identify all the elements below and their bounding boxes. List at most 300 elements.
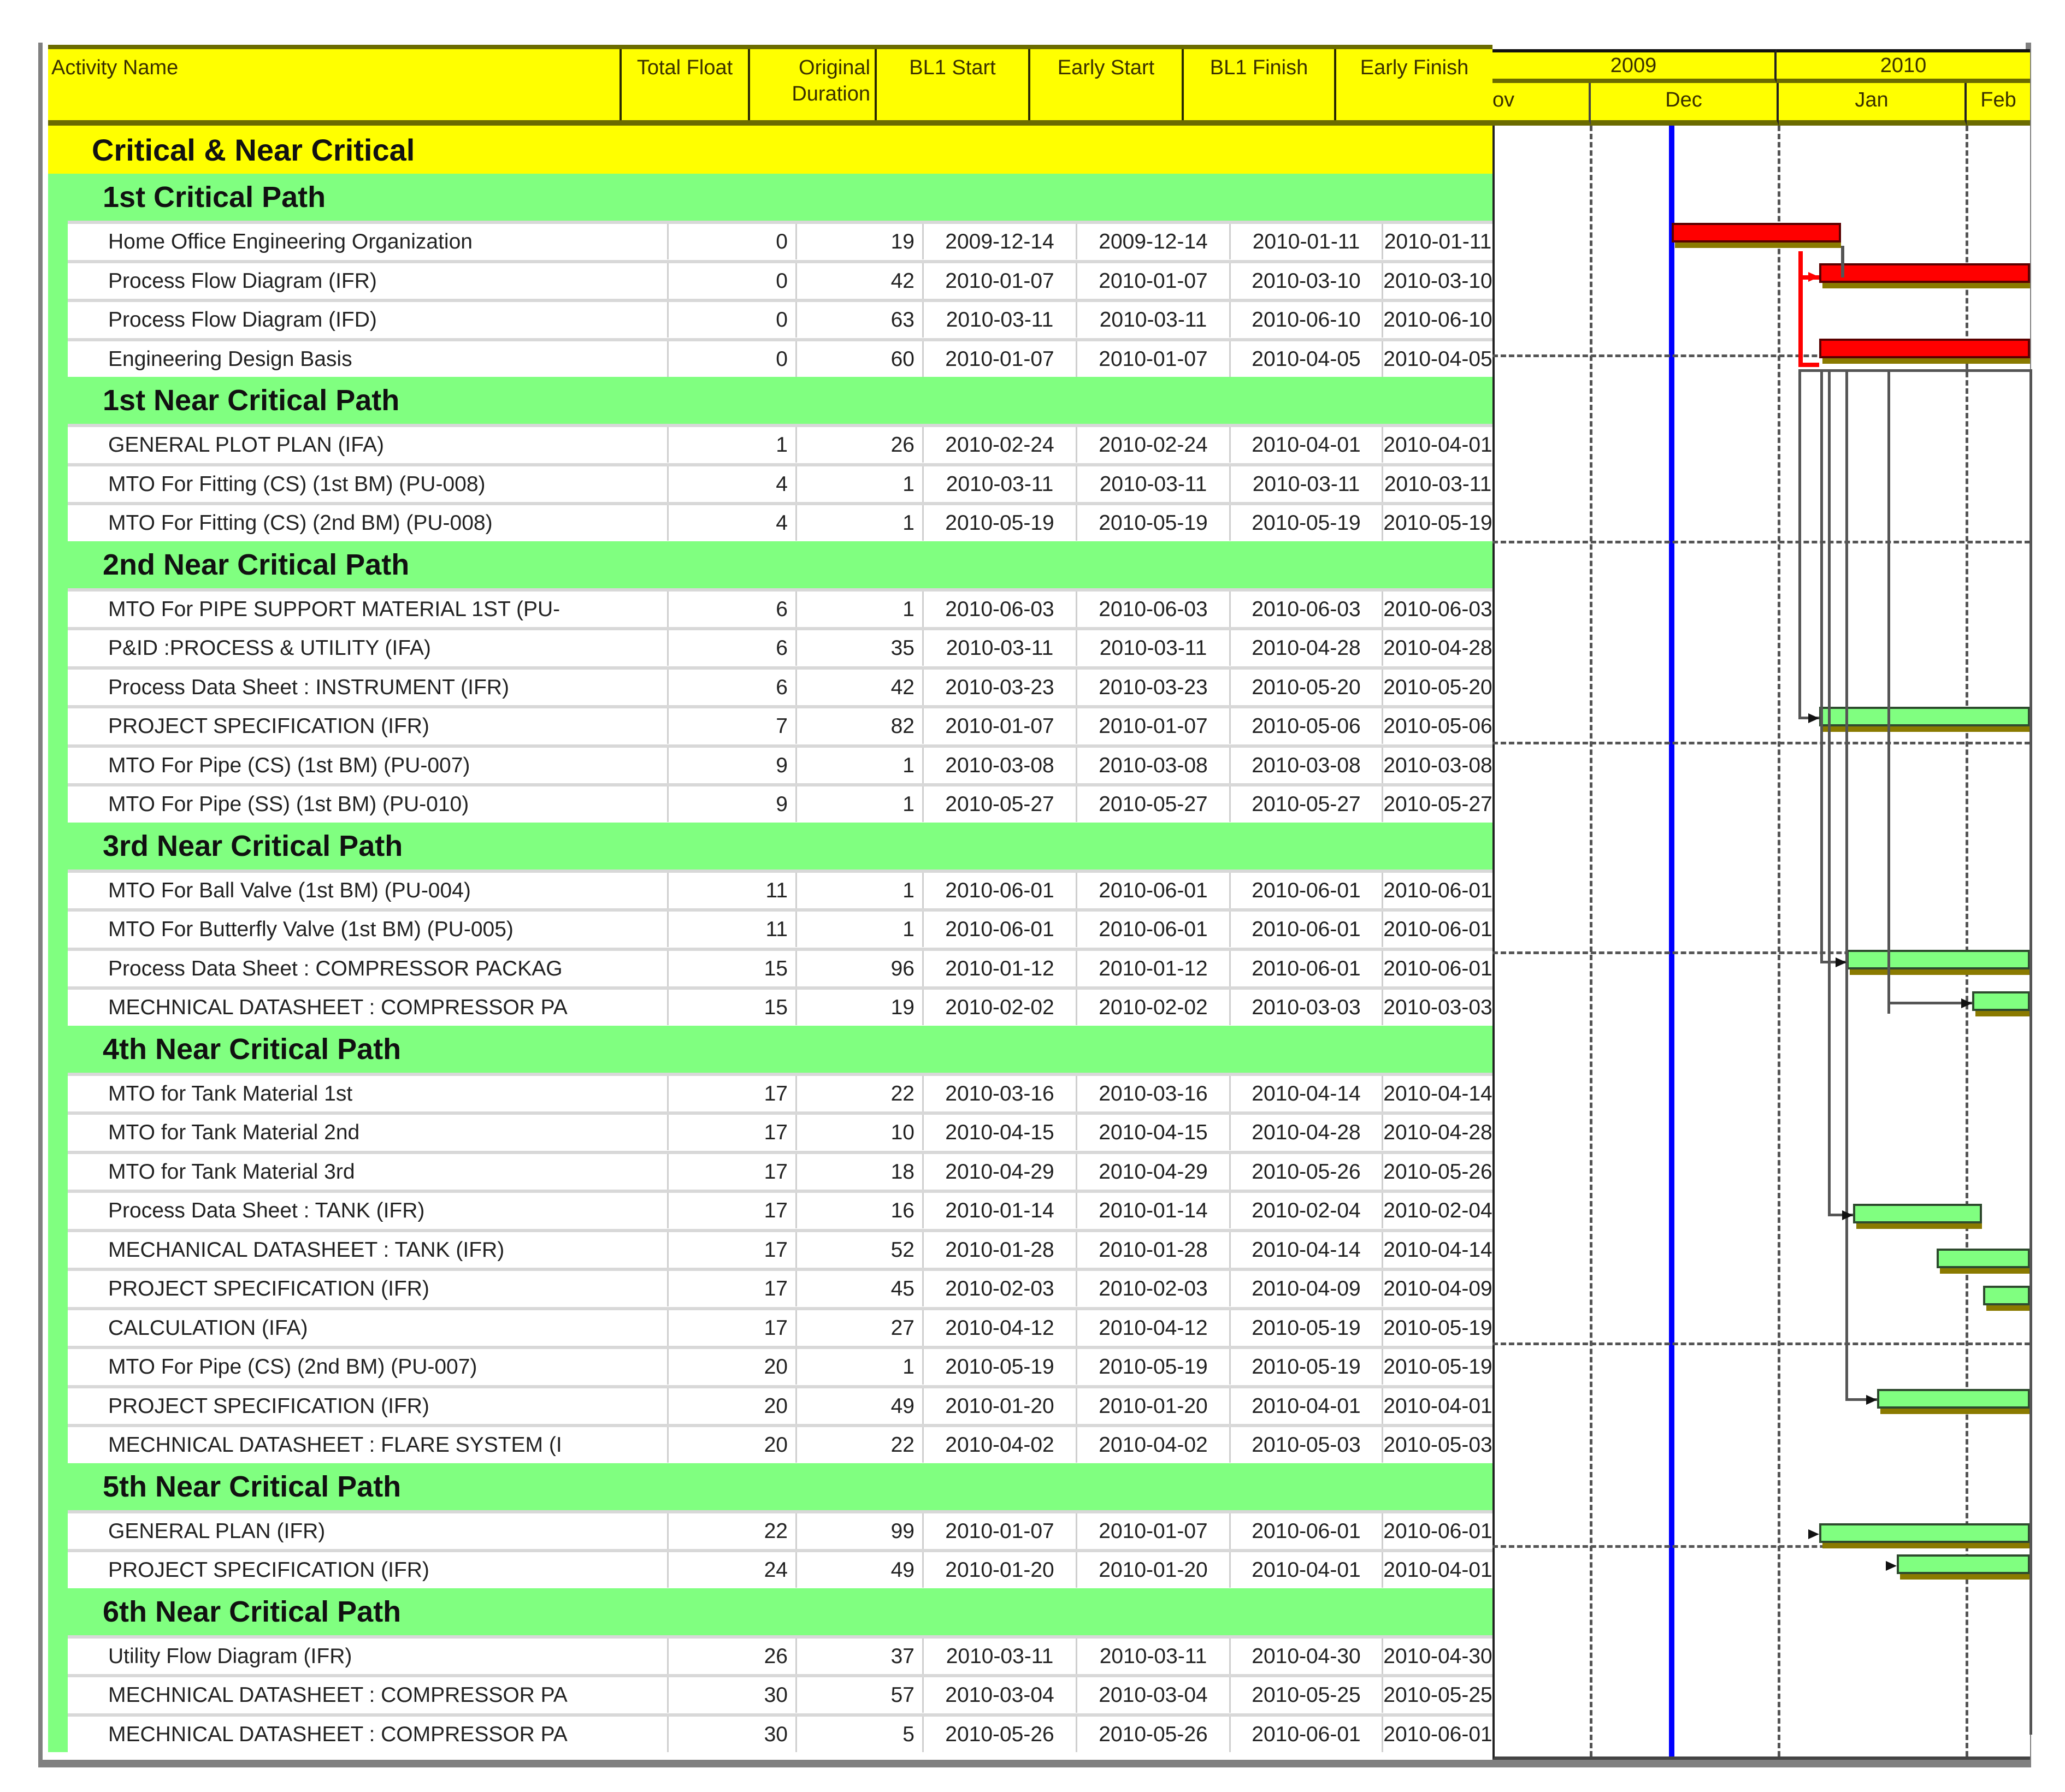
cell-early-finish: 2010-05-06 [1383,714,1492,738]
bar-mechanical-datasheet-tank[interactable] [1937,1249,2030,1268]
cell-early-start: 2010-03-04 [1077,1677,1231,1713]
bar-home-office-engineering[interactable] [1672,223,1841,243]
cell-orig-dur: 10 [797,1115,924,1150]
month-gridline [1590,126,1592,1756]
cell-name: Process Data Sheet : INSTRUMENT (IFR) [68,670,669,705]
cell-early-finish: 2010-06-01 [1383,918,1492,941]
bar-process-data-sheet-compressor[interactable] [1846,950,2030,969]
section-band[interactable] [48,1026,1492,1073]
cell-bl1-start: 2010-02-02 [924,990,1077,1025]
cell-bl1-start: 2010-01-20 [924,1552,1077,1588]
cell-orig-dur: 52 [797,1232,924,1268]
cell-early-finish: 2010-05-20 [1383,675,1492,699]
cell-bl1-start: 2010-03-08 [924,748,1077,783]
cell-total-float: 0 [669,224,797,259]
cell-early-start: 2010-01-07 [1077,1513,1231,1549]
arrow-right-icon [1808,1529,1819,1539]
section-band[interactable] [48,174,1492,221]
cell-orig-dur: 96 [797,951,924,986]
cell-early-start: 2010-02-02 [1077,990,1231,1025]
cell-bl1-start: 2010-04-02 [924,1427,1077,1463]
cell-bl1-start: 2010-05-27 [924,786,1077,822]
cell-early-finish: 2010-04-09 [1383,1277,1492,1300]
cell-early-finish: 2010-04-14 [1383,1238,1492,1262]
cell-name: MTO For Pipe (CS) (2nd BM) (PU-007) [68,1349,669,1385]
section-band[interactable] [48,1463,1492,1510]
cell-bl1-finish: 2010-03-11 [1231,466,1383,502]
arrow-right-icon [1842,1210,1853,1220]
cell-bl1-start: 2010-05-19 [924,1349,1077,1385]
table-row[interactable] [68,1346,1492,1385]
cell-orig-dur: 1 [797,505,924,541]
cell-early-start: 2010-03-11 [1077,1639,1231,1674]
cell-early-finish: 2010-06-10 [1383,308,1492,332]
cell-total-float: 1 [669,427,797,463]
cell-early-finish: 2010-03-03 [1383,996,1492,1019]
cell-early-finish: 2010-03-11 [1384,472,1492,496]
table-row[interactable] [68,783,1492,822]
cell-orig-dur: 5 [797,1717,924,1752]
cell-bl1-finish: 2010-06-01 [1231,1513,1383,1549]
baseline-bar [1822,358,2030,364]
bar-project-specification-17[interactable] [1983,1286,2030,1305]
cell-name: MECHNICAL DATASHEET : COMPRESSOR PA [68,990,669,1025]
table-row[interactable] [68,424,1492,463]
cell-orig-dur: 1 [797,466,924,502]
cell-total-float: 11 [669,912,797,947]
cell-bl1-finish: 2010-03-03 [1231,990,1383,1025]
cell-early-start: 2010-03-16 [1077,1076,1231,1111]
cell-name: PROJECT SPECIFICATION (IFR) [68,1271,669,1306]
cell-early-finish: 2010-04-14 [1383,1081,1492,1105]
cell-name: MTO For Fitting (CS) (1st BM) (PU-008) [68,466,669,502]
cell-bl1-start: 2010-01-20 [924,1388,1077,1424]
table-row[interactable] [68,627,1492,666]
cell-name: MECHNICAL DATASHEET : FLARE SYSTEM (I [68,1427,669,1463]
cell-bl1-finish: 2010-03-10 [1231,263,1383,299]
cell-bl1-start: 2010-02-03 [924,1271,1077,1306]
table-row[interactable] [68,588,1492,627]
cell-total-float: 9 [669,786,797,822]
cell-name: PROJECT SPECIFICATION (IFR) [68,1388,669,1424]
section-band[interactable] [48,1588,1492,1635]
baseline-bar [1822,1543,2030,1548]
cell-orig-dur: 26 [797,427,924,463]
cell-name: Utility Flow Diagram (IFR) [68,1639,669,1674]
cell-total-float: 6 [669,630,797,666]
cell-total-float: 26 [669,1639,797,1674]
arrow-right-icon [1808,713,1819,723]
cell-bl1-start: 2010-06-03 [924,592,1077,627]
table-row[interactable] [68,1151,1492,1190]
baseline-bar [1822,726,2030,732]
cell-bl1-finish: 2010-05-26 [1231,1154,1383,1190]
group-title: Critical & Near Critical [92,133,415,167]
bar-project-specification-20[interactable] [1877,1389,2030,1409]
cell-bl1-start: 2010-04-12 [924,1310,1077,1346]
cell-orig-dur: 22 [797,1076,924,1111]
cell-bl1-finish: 2010-05-25 [1231,1677,1383,1713]
cell-early-finish: 2010-04-01 [1383,1558,1492,1582]
column-header-label: BL1 Finish [1210,56,1308,79]
cell-total-float: 0 [669,263,797,299]
cell-bl1-finish: 2010-04-14 [1231,1232,1383,1268]
bar-engineering-design-basis[interactable] [1819,339,2030,358]
table-row[interactable] [68,705,1492,744]
cell-total-float: 17 [669,1271,797,1306]
cell-bl1-finish: 2010-05-20 [1231,670,1383,705]
column-header-label: Duration [792,82,870,105]
cell-name: MTO For Pipe (CS) (1st BM) (PU-007) [68,748,669,783]
column-header-label: BL1 Start [909,56,996,79]
relationship-line [1841,246,1844,277]
cell-bl1-finish: 2010-04-09 [1231,1271,1383,1306]
section-gridline [1492,541,2030,543]
cell-early-start: 2010-06-03 [1077,592,1231,627]
relationship-line [2029,369,2032,1735]
bar-process-data-sheet-tank[interactable] [1853,1204,1982,1223]
cell-bl1-start: 2010-06-01 [924,873,1077,908]
cell-total-float: 6 [669,670,797,705]
cell-early-finish: 2010-06-01 [1383,1519,1492,1543]
cell-orig-dur: 19 [797,224,924,259]
data-date-line [1669,126,1674,1756]
table-row[interactable] [68,870,1492,908]
cell-early-finish: 2010-02-04 [1383,1199,1492,1222]
cell-bl1-start: 2010-03-04 [924,1677,1077,1713]
column-header-early-start[interactable] [1030,49,1184,120]
cell-bl1-finish: 2010-04-14 [1231,1076,1383,1111]
table-row[interactable] [68,1424,1492,1463]
cell-bl1-finish: 2010-05-19 [1231,1310,1383,1346]
cell-early-finish: 2010-04-01 [1383,433,1492,457]
cell-bl1-start: 2010-03-23 [924,670,1077,705]
section-gridline [1492,742,2030,744]
cell-name: P&ID :PROCESS & UTILITY (IFA) [68,630,669,666]
arrow-right-icon [1866,1395,1877,1405]
cell-total-float: 17 [669,1310,797,1346]
cell-name: GENERAL PLAN (IFR) [68,1513,669,1549]
column-header-label: Activity Name [51,56,179,79]
cell-orig-dur: 35 [797,630,924,666]
bar-process-flow-diagram-ifr[interactable] [1819,263,2030,283]
cell-early-finish: 2010-06-01 [1383,878,1492,902]
section-band[interactable] [48,377,1492,424]
timescale-year-2009 [1492,49,1777,83]
cell-orig-dur: 57 [797,1677,924,1713]
cell-early-start: 2010-01-20 [1077,1388,1231,1424]
table-row[interactable] [68,1510,1492,1549]
month-label: Feb [1980,88,2016,111]
cell-bl1-finish: 2010-04-01 [1231,1552,1383,1588]
section-title: 5th Near Critical Path [103,1470,402,1503]
table-row[interactable] [68,1549,1492,1588]
cell-early-start: 2010-04-15 [1077,1115,1231,1150]
column-header-original-duration[interactable] [750,49,877,120]
cell-bl1-finish: 2010-01-11 [1231,224,1383,259]
cell-orig-dur: 1 [797,786,924,822]
cell-name: MTO For Butterfly Valve (1st BM) (PU-005) [68,912,669,947]
cell-early-start: 2010-03-23 [1077,670,1231,705]
timescale-month-jan [1779,83,1967,126]
arrow-right-icon [1808,272,1819,282]
cell-early-start: 2010-01-07 [1077,708,1231,744]
table-row[interactable] [68,948,1492,986]
column-header-label: Early Start [1057,56,1155,79]
cell-orig-dur: 1 [797,748,924,783]
cell-early-finish: 2010-05-03 [1383,1433,1492,1457]
cell-bl1-start: 2010-05-19 [924,505,1077,541]
section-title: 1st Near Critical Path [103,384,400,417]
baseline-bar [1986,1305,2030,1311]
table-row[interactable] [68,986,1492,1025]
cell-bl1-finish: 2010-04-01 [1231,427,1383,463]
section-title: 6th Near Critical Path [103,1595,402,1628]
cell-orig-dur: 63 [797,302,924,338]
column-header-total-float[interactable] [622,49,750,120]
cell-orig-dur: 27 [797,1310,924,1346]
relationship-line [1820,369,1823,962]
cell-orig-dur: 49 [797,1388,924,1424]
cell-early-finish: 2010-05-19 [1383,1355,1492,1379]
cell-bl1-finish: 2010-04-28 [1231,630,1383,666]
cell-orig-dur: 22 [797,1427,924,1463]
cell-bl1-start: 2010-01-07 [924,708,1077,744]
cell-name: CALCULATION (IFA) [68,1310,669,1346]
column-header-early-finish[interactable] [1336,49,1492,120]
table-row[interactable] [68,260,1492,299]
relationship-line [1845,369,1848,1400]
cell-name: MTO for Tank Material 1st [68,1076,669,1111]
column-header-bl1-start[interactable] [877,49,1030,120]
cell-early-start: 2009-12-14 [1077,224,1231,259]
column-header-bl1-finish[interactable] [1184,49,1336,120]
cell-early-start: 2010-03-11 [1077,630,1231,666]
cell-early-start: 2010-05-19 [1077,1349,1231,1385]
cell-bl1-start: 2010-01-14 [924,1193,1077,1228]
section-gridline [1492,1342,2030,1345]
cell-total-float: 6 [669,592,797,627]
relationship-line [1887,1002,1972,1004]
cell-early-start: 2010-03-08 [1077,748,1231,783]
cell-bl1-finish: 2010-05-06 [1231,708,1383,744]
cell-early-start: 2010-06-01 [1077,873,1231,908]
cell-early-finish: 2010-04-30 [1383,1644,1492,1668]
cell-early-start: 2010-01-07 [1077,263,1231,299]
cell-total-float: 20 [669,1427,797,1463]
cell-orig-dur: 45 [797,1271,924,1306]
arrow-right-icon [1886,1561,1897,1571]
cell-orig-dur: 19 [797,990,924,1025]
cell-early-finish: 2010-04-28 [1383,636,1492,660]
section-title: 2nd Near Critical Path [103,548,410,581]
cell-bl1-start: 2010-01-12 [924,951,1077,986]
section-title: 3rd Near Critical Path [103,829,403,862]
cell-bl1-finish: 2010-04-28 [1231,1115,1383,1150]
cell-bl1-finish: 2010-06-01 [1231,912,1383,947]
cell-bl1-finish: 2010-05-27 [1231,786,1383,822]
cell-bl1-finish: 2010-05-19 [1231,505,1383,541]
table-row[interactable] [68,1307,1492,1346]
timescale-year-2010 [1777,49,2030,83]
cell-early-start: 2010-01-14 [1077,1193,1231,1228]
relationship-line [1828,369,1831,1216]
cell-bl1-finish: 2010-05-03 [1231,1427,1383,1463]
cell-name: Engineering Design Basis [68,341,669,377]
cell-bl1-start: 2010-06-01 [924,912,1077,947]
cell-orig-dur: 1 [797,1349,924,1385]
cell-total-float: 17 [669,1232,797,1268]
cell-bl1-finish: 2010-04-05 [1231,341,1383,377]
cell-bl1-start: 2010-03-11 [924,466,1077,502]
cell-total-float: 17 [669,1115,797,1150]
table-row[interactable] [68,1111,1492,1150]
cell-total-float: 17 [669,1193,797,1228]
cell-name: MECHNICAL DATASHEET : COMPRESSOR PA [68,1717,669,1752]
table-row[interactable] [68,463,1492,502]
baseline-bar [1822,283,2030,288]
table-row[interactable] [68,1229,1492,1268]
cell-early-start: 2010-04-29 [1077,1154,1231,1190]
cell-orig-dur: 42 [797,263,924,299]
cell-bl1-start: 2009-12-14 [924,224,1077,259]
cell-total-float: 17 [669,1076,797,1111]
relationship-line [1798,363,1819,367]
cell-early-start: 2010-05-27 [1077,786,1231,822]
cell-bl1-finish: 2010-04-30 [1231,1639,1383,1674]
cell-early-finish: 2010-01-11 [1384,230,1492,253]
cell-name: Process Flow Diagram (IFD) [68,302,669,338]
cell-early-finish: 2010-04-05 [1383,347,1492,371]
cell-bl1-finish: 2010-04-01 [1231,1388,1383,1424]
column-header-activity-name[interactable] [48,49,622,120]
cell-bl1-start: 2010-03-11 [924,630,1077,666]
cell-bl1-finish: 2010-03-08 [1231,748,1383,783]
table-row[interactable] [68,666,1492,705]
cell-orig-dur: 1 [797,592,924,627]
column-header-label: Original [799,56,870,79]
cell-early-finish: 2010-05-19 [1383,1316,1492,1340]
cell-early-finish: 2010-03-08 [1383,753,1492,777]
table-row[interactable] [68,1635,1492,1674]
timescale-month-dec [1591,83,1779,126]
table-row[interactable] [68,1268,1492,1306]
table-row[interactable] [68,744,1492,783]
cell-name: MTO for Tank Material 3rd [68,1154,669,1190]
cell-early-start: 2010-03-11 [1077,302,1231,338]
section-band[interactable] [48,823,1492,870]
cell-bl1-start: 2010-04-15 [924,1115,1077,1150]
cell-early-finish: 2010-04-28 [1383,1121,1492,1144]
relationship-line [1798,369,1801,719]
cell-bl1-start: 2010-04-29 [924,1154,1077,1190]
cell-total-float: 7 [669,708,797,744]
cell-orig-dur: 49 [797,1552,924,1588]
cell-early-start: 2010-01-12 [1077,951,1231,986]
cell-orig-dur: 42 [797,670,924,705]
cell-bl1-finish: 2010-05-19 [1231,1349,1383,1385]
bar-project-specification-ifr[interactable] [1819,707,2030,726]
baseline-bar [1675,243,1841,248]
table-row[interactable] [68,1190,1492,1228]
cell-bl1-start: 2010-02-24 [924,427,1077,463]
cell-name: PROJECT SPECIFICATION (IFR) [68,708,669,744]
table-row[interactable] [68,502,1492,541]
section-title: 1st Critical Path [103,181,326,214]
bar-general-plan-ifr[interactable] [1819,1523,2030,1543]
gantt-chart [1492,45,2030,1760]
cell-early-finish: 2010-04-01 [1383,1394,1492,1418]
cell-early-finish: 2010-06-01 [1383,1722,1492,1746]
bar-mechnical-datasheet-compressor[interactable] [1972,991,2030,1011]
cell-early-start: 2010-01-20 [1077,1552,1231,1588]
cell-name: PROJECT SPECIFICATION (IFR) [68,1552,669,1588]
cell-bl1-start: 2010-01-28 [924,1232,1077,1268]
table-row[interactable] [68,221,1492,259]
cell-early-finish: 2010-05-26 [1383,1160,1492,1184]
month-gridline [1778,126,1780,1756]
column-header-row [48,45,1492,126]
cell-total-float: 15 [669,990,797,1025]
timescale-month-feb [1967,83,2030,126]
cell-name: GENERAL PLOT PLAN (IFA) [68,427,669,463]
relationship-line [1798,251,1803,366]
cell-total-float: 4 [669,466,797,502]
table-row[interactable] [68,1385,1492,1424]
cell-total-float: 17 [669,1154,797,1190]
cell-early-finish: 2010-05-27 [1383,792,1492,816]
cell-bl1-start: 2010-05-26 [924,1717,1077,1752]
cell-name: MECHANICAL DATASHEET : TANK (IFR) [68,1232,669,1268]
cell-name: Process Data Sheet : TANK (IFR) [68,1193,669,1228]
cell-early-start: 2010-03-11 [1077,466,1231,502]
cell-early-start: 2010-04-02 [1077,1427,1231,1463]
cell-bl1-start: 2010-01-07 [924,1513,1077,1549]
cell-name: MTO for Tank Material 2nd [68,1115,669,1150]
column-header-label: Total Float [636,56,733,79]
baseline-bar [1975,1011,2030,1016]
table-row[interactable] [68,338,1492,377]
cell-total-float: 0 [669,302,797,338]
timescale-month-nov [1492,83,1591,126]
cell-total-float: 9 [669,748,797,783]
year-label: 2009 [1610,54,1657,77]
table-row[interactable] [68,299,1492,338]
section-band[interactable] [48,541,1492,588]
bar-project-specification-24[interactable] [1897,1554,2030,1574]
group-band-critical-near-critical[interactable] [48,126,1492,174]
cell-total-float: 11 [669,873,797,908]
table-row[interactable] [68,1674,1492,1713]
cell-total-float: 4 [669,505,797,541]
month-label: ov [1492,88,1515,111]
column-header-label: Early Finish [1360,56,1469,79]
cell-total-float: 20 [669,1349,797,1385]
table-row[interactable] [68,1073,1492,1111]
cell-name: MTO For Fitting (CS) (2nd BM) (PU-008) [68,505,669,541]
cell-early-start: 2010-05-19 [1077,505,1231,541]
cell-orig-dur: 18 [797,1154,924,1190]
cell-early-start: 2010-06-01 [1077,912,1231,947]
cell-bl1-finish: 2010-06-01 [1231,1717,1383,1752]
cell-name: Home Office Engineering Organization [68,224,669,259]
table-row[interactable] [68,908,1492,947]
cell-bl1-finish: 2010-06-01 [1231,873,1383,908]
month-label: Dec [1665,88,1702,111]
cell-total-float: 0 [669,341,797,377]
table-row[interactable] [68,1713,1492,1752]
year-label: 2010 [1880,54,1927,77]
